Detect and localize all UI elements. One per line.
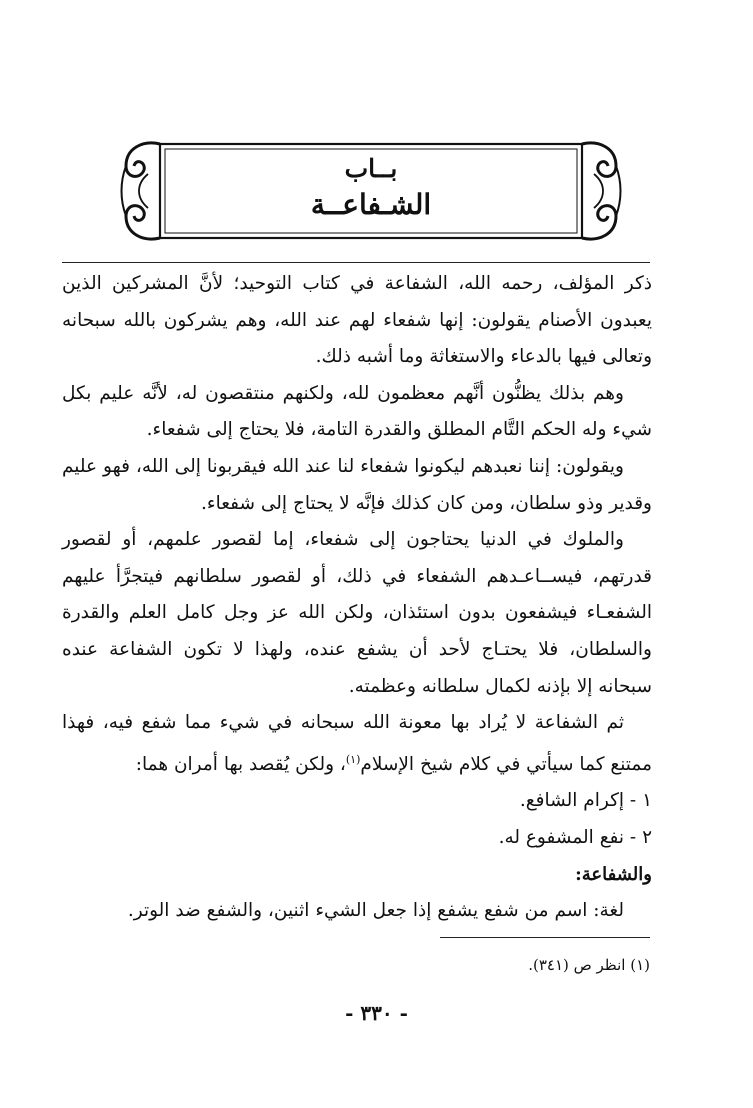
footnote: (١) انظر ص (٣٤١).	[528, 956, 650, 974]
list-item: ١ - إكرام الشافع.	[519, 790, 652, 812]
list-item: ٢ - نفع المشفوع له.	[498, 827, 652, 849]
main-text	[62, 266, 652, 930]
chapter-label: بــاب	[344, 154, 398, 183]
header-divider	[62, 262, 650, 263]
chapter-title: الشـفاعــة	[310, 188, 432, 221]
paragraph-3: ويقولون: إننا نعبدهم ليكونوا شفعاء لنا عند الله فيقربونا إلى الله، فهو عليم وقدير وذو سلطان، ومن كان كذلك فإنَّه لا يحتاج إلى شفعاء.	[62, 455, 652, 514]
paragraph-4: والملوك في الدنيا يحتاجون إلى شفعاء، إما لقصور علمهم، أو لقصور قدرتهم، فيســاعـدهم الشفعاء في ذلك، أو لقصور سلطانهم فيتجرَّأ عليهم الشفعـاء فيشفعون بدون استئذان، ولكن الله عز وجل كامل العلم والقدرة والسلطان، فلا يحتـاج لأحد أن يشفع عنده، ولهذا لا تكون الشفاعة عنده سبحانه إلا بإذنه لكمال سلطانه وعظمته.	[62, 529, 652, 697]
definition: لغة: اسم من شفع يشفع إذا جعل الشيء اثنين، والشفع ضد الوتر.	[127, 900, 624, 922]
paragraph-5-tail: ، ولكن يُقصد بها أمران هما:	[135, 753, 346, 775]
chapter-title-frame	[118, 138, 624, 244]
paragraph-5	[62, 705, 652, 783]
subheading: والشفاعة:	[575, 863, 652, 885]
paragraph-2: وهم بذلك يظنُّون أنَّهم معظمون لله، ولكنهم منتقصون له، لأنَّه عليم بكل شيء وله الحكم التَّام المطلق والقدرة التامة، فلا يحتاج إلى شفعاء.	[62, 382, 652, 441]
paragraph-1: ذكر المؤلف، رحمه الله، الشفاعة في كتاب التوحيد؛ لأنَّ المشركين الذين يعبدون الأصنام يقولون: إنها شفعاء لهم عند الله، وهم يشركون بالله سبحانه وتعالى فيها بالدعاء والاستغاثة وما أشبه ذلك.	[62, 273, 652, 368]
footnote-reference[interactable]: (١)	[345, 752, 361, 766]
page-number: - ٣٣٠ -	[345, 1001, 408, 1025]
footnote-divider	[440, 937, 650, 938]
paragraph-5-text: ثم الشفاعة لا يُراد بها معونة الله سبحانه في شيء مما شفع فيه، فهذا ممتنع كما سيأتي في كلام شيخ الإسلام	[62, 712, 652, 775]
